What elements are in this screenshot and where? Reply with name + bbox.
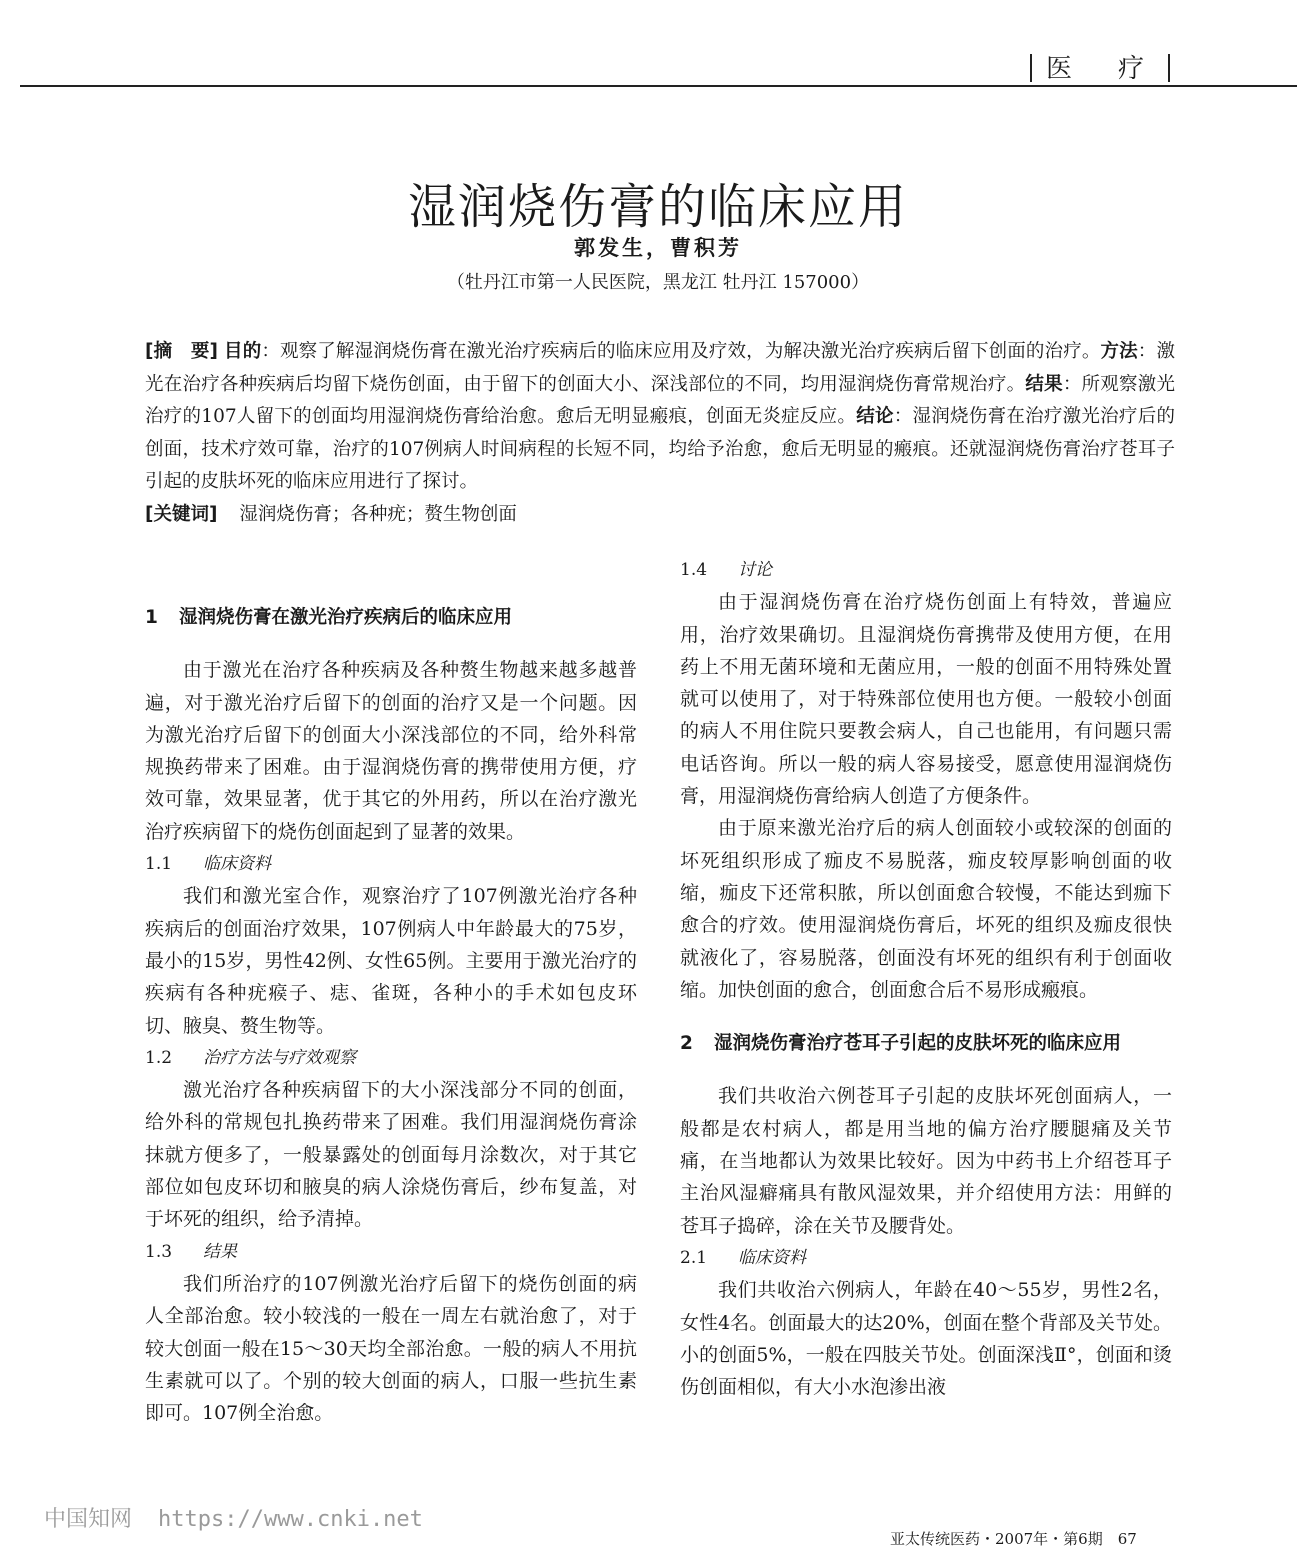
keywords-label: [关键词] [145, 504, 218, 525]
watermark-url: https://www.cnki.net [158, 1507, 423, 1532]
section-1-4-paragraph-2: 由于原来激光治疗后的病人创面较小或较深的创面的坏死组织形成了痂皮不易脱落，痂皮较厚影响创面的收缩，痂皮下还常积脓，所以创面愈合较慢，不能达到痂下愈合的疗效。使用湿润烧伤膏后，坏死的组织及痂皮很快就液化了，容易脱落，创面没有坏死的组织有利于创面收缩。加快创面的愈合，创面愈合后不易形成瘢痕。 [680, 817, 1172, 1001]
section-1-3-text: 我们所治疗的107例激光治疗后留下的烧伤创面的病人全部治愈。较小较浅的一般在一周左右就治愈了，对于较大创面一般在15～30天均全部治愈。一般的病人不用抗生素就可以了。个别的较大创面的病人，口服一些抗生素即可。107例全治愈。 [145, 1272, 637, 1425]
section-1-paragraph: 由于激光在治疗各种疾病及各种赘生物越来越多越普遍，对于激光治疗后留下的创面的治疗又是一个问题。因为激光治疗后留下的创面大小深浅部位的不同，给外科常规换药带来了困难。由于湿润烧伤膏的携带使用方便，疗效可靠，效果显著，优于其它的外用药，所以在治疗激光治疗疾病留下的烧伤创面起到了显著的效果。 [145, 659, 637, 843]
section-2-heading: 2 湿润烧伤膏治疗苍耳子引起的皮肤坏死的临床应用 [680, 1033, 1122, 1055]
section-1-1-heading: 1.1 临床资料 [145, 854, 271, 875]
method-text: ：激光在治疗各种疾病后均留下烧伤创面，由于留下的创面大小、深浅部位的不同，均用湿润烧伤膏常规治疗。 [145, 341, 1175, 395]
abstract [145, 336, 1175, 499]
affiliation: （牡丹江市第一人民医院，黑龙江 牡丹江 157000） [446, 272, 870, 293]
keywords-text: 湿润烧伤膏；各种疣；赘生物创面 [239, 504, 517, 525]
section-1-heading: 1 湿润烧伤膏在激光治疗疾病后的临床应用 [145, 607, 513, 628]
section-1-1-text: 我们和激光室合作，观察治疗了107例激光治疗各种疾病后的创面治疗效果，107例病人中年龄最大的75岁，最小的15岁，男性42例、女性65例。主要用于激光治疗的疾病有各种疣瘊子、痣、雀斑，各种小的手术如包皮环切、腋臭、赘生物等。 [145, 885, 637, 1037]
article-title: 湿润烧伤膏的临床应用 [407, 179, 908, 236]
result-text: ：所观察激光治疗的107人留下的创面均用湿润烧伤膏给治愈。愈后无明显瘢痕，创面无炎症反应。 [145, 373, 1175, 428]
purpose-label: 目的 [224, 341, 262, 362]
section-1-2-text: 激光治疗各种疾病留下的大小深浅部分不同的创面，给外科的常规包扎换药带来了困难。我们用湿润烧伤膏涂抹就方便多了，一般暴露处的创面每月涂数次，对于其它部位如包皮环切和腋臭的病人涂烧伤膏后，纱布复盖，对于坏死的组织，给予清掉。 [145, 1079, 637, 1231]
result-label: 结果 [1025, 373, 1063, 395]
section-2-1-text: 我们共收治六例病人，年龄在40～55岁，男性2名，女性4名。创面最大的达20%，创面在整个背部及关节处。小的创面5%，一般在四肢关节处。创面深浅Ⅱ°，创面和烫伤创面相似，有大小水泡渗出液 [680, 1279, 1172, 1399]
section-1-2-heading: 1.2 治疗方法与疗效观察 [145, 1047, 356, 1068]
right-column [680, 554, 1172, 1403]
keywords [145, 500, 1175, 526]
abstract-label: [摘 要] [145, 341, 219, 362]
method-label: 方法 [1100, 341, 1138, 362]
tag-right-bar [1168, 54, 1170, 82]
header-rule [20, 85, 1297, 87]
section-2-1-heading: 2.1 临床资料 [680, 1247, 806, 1268]
journal-issue: 亚太传统医药・2007年・第6期 67 [890, 1530, 1137, 1548]
section-tag-text: 医 疗 [1045, 54, 1154, 84]
tag-left-bar [1030, 54, 1032, 82]
section-2-paragraph: 我们共收治六例苍耳子引起的皮肤坏死创面病人，一般都是农村病人，都是用当地的偏方治疗腰腿痛及关节痛，在当地都认为效果比较好。因为中药书上介绍苍耳子主治风湿癖痛具有散风湿效果，并介绍使用方法：用鲜的苍耳子捣碎，涂在关节及腰背处。 [680, 1085, 1172, 1237]
section-tag [1030, 52, 1170, 86]
conclusion-label: 结论 [856, 406, 894, 428]
section-1-3-heading: 1.3 结果 [145, 1241, 237, 1262]
left-column [145, 602, 637, 1429]
watermark-cn: 中国知网 [44, 1507, 133, 1532]
conclusion-text: ：湿润烧伤膏在治疗激光治疗后的创面，技术疗效可靠，治疗的107例病人时间病程的长短不同，均给予治愈，愈后无明显的瘢痕。还就湿润烧伤膏治疗苍耳子引起的皮肤坏死的临床应用进行了探讨。 [145, 406, 1175, 493]
section-1-4-heading: 1.4 讨论 [680, 560, 772, 580]
purpose-text: ：观察了解湿润烧伤膏在激光治疗疾病后的临床应用及疗效，为解决激光治疗疾病后留下创面的治疗。 [261, 341, 1101, 362]
section-1-4-paragraph-1: 由于湿润烧伤膏在治疗烧伤创面上有特效，普遍应用，治疗效果确切。且湿润烧伤膏携带及使用方便，在用药上不用无菌环境和无菌应用，一般的创面不用特殊处置就可以使用了，对于特殊部位使用也方便。一般较小创面的病人不用住院只要教会病人，自己也能用，有问题只需电话咨询。所以一般的病人容易接受，愿意使用湿润烧伤膏，用湿润烧伤膏给病人创造了方便条件。 [680, 591, 1172, 808]
authors: 郭发生，曹积芳 [574, 235, 742, 260]
cnki-watermark [44, 1502, 423, 1533]
